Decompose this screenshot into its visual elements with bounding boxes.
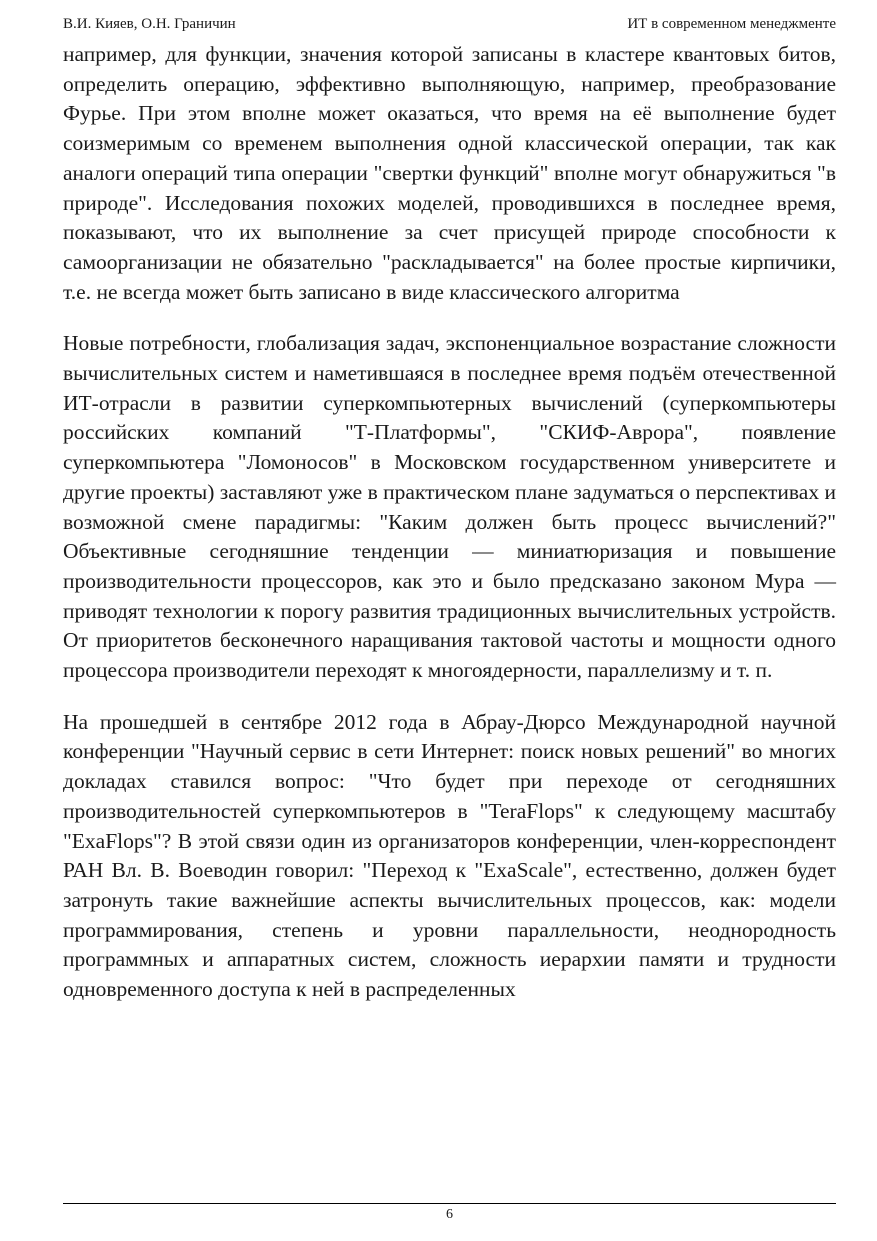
paragraph-3: На прошедшей в сентябре 2012 года в Абрау-Дюрсо Международной научной конференции "Научный сервис в сети Интернет: поиск новых решений" во многих докладах ставился вопрос: "Что будет при переходе от сегодняшних производительностей суперкомпьютеров в "TeraFlops" к следующему масштабу "ExaFlops"? В этой связи один из организаторов конференции, член-корреспондент РАН Вл. В. Воеводин говорил: "Переход к "ExaScale", естественно, должен будет затронуть такие важнейшие аспекты вычислительных процессов, как: модели программирования, степень и уровни параллельности, неоднородность программных и аппаратных систем, сложность иерархии памяти и трудности одновременного доступа к ней в распределенных [63, 709, 836, 1002]
header-title: ИТ в современном менеджменте [627, 16, 836, 32]
paragraph-2: Новые потребности, глобализация задач, экспоненциальное возрастание сложности вычислительных систем и наметившаяся в последнее время подъём отечественной ИТ-отрасли в развитии суперкомпьютерных вычислений (суперкомпьютеры российских компаний "Т-Платформы", "СКИФ-Аврора", появление суперкомпьютера "Ломоносов" в Московском государственном университете и другие проекты) заставляют уже в практическом плане задуматься о перспективах и возможной смене парадигмы: "Каким должен быть процесс вычислений?" Объективные сегодняшние тенденции — миниатюризация и повышение производительности процессоров, как это и было предсказано законом Мура — приводят технологии к порогу развития традиционных вычислительных устройств. От приоритетов бесконечного наращивания тактовой частоты и мощности одного процессора производители переходят к многоядерности, параллелизму и т. п. [63, 331, 836, 683]
document-page [63, 0, 836, 1241]
header-authors: В.И. Кияев, О.Н. Граничин [63, 16, 236, 32]
running-header [63, 14, 836, 34]
footer-divider [63, 1203, 836, 1204]
paragraph-1: например, для функции, значения которой записаны в кластере квантовых битов, определить операцию, эффективно выполняющую, например, преобразование Фурье. При этом вполне может оказаться, что время на её выполнение будет соизмеримым со временем выполнения одной классической операции, так как аналоги операций типа операции "свертки функций" вполне могут обнаружиться "в природе". Исследования похожих моделей, проводившихся в последнее время, показывают, что их выполнение за счет присущей природе способности к самоорганизации не обязательно "раскладывается" на более простые кирпичики, т.е. не всегда может быть записано в виде классического алгоритма [63, 42, 836, 304]
page-number: 6 [446, 1207, 453, 1222]
body-text [63, 40, 836, 1005]
